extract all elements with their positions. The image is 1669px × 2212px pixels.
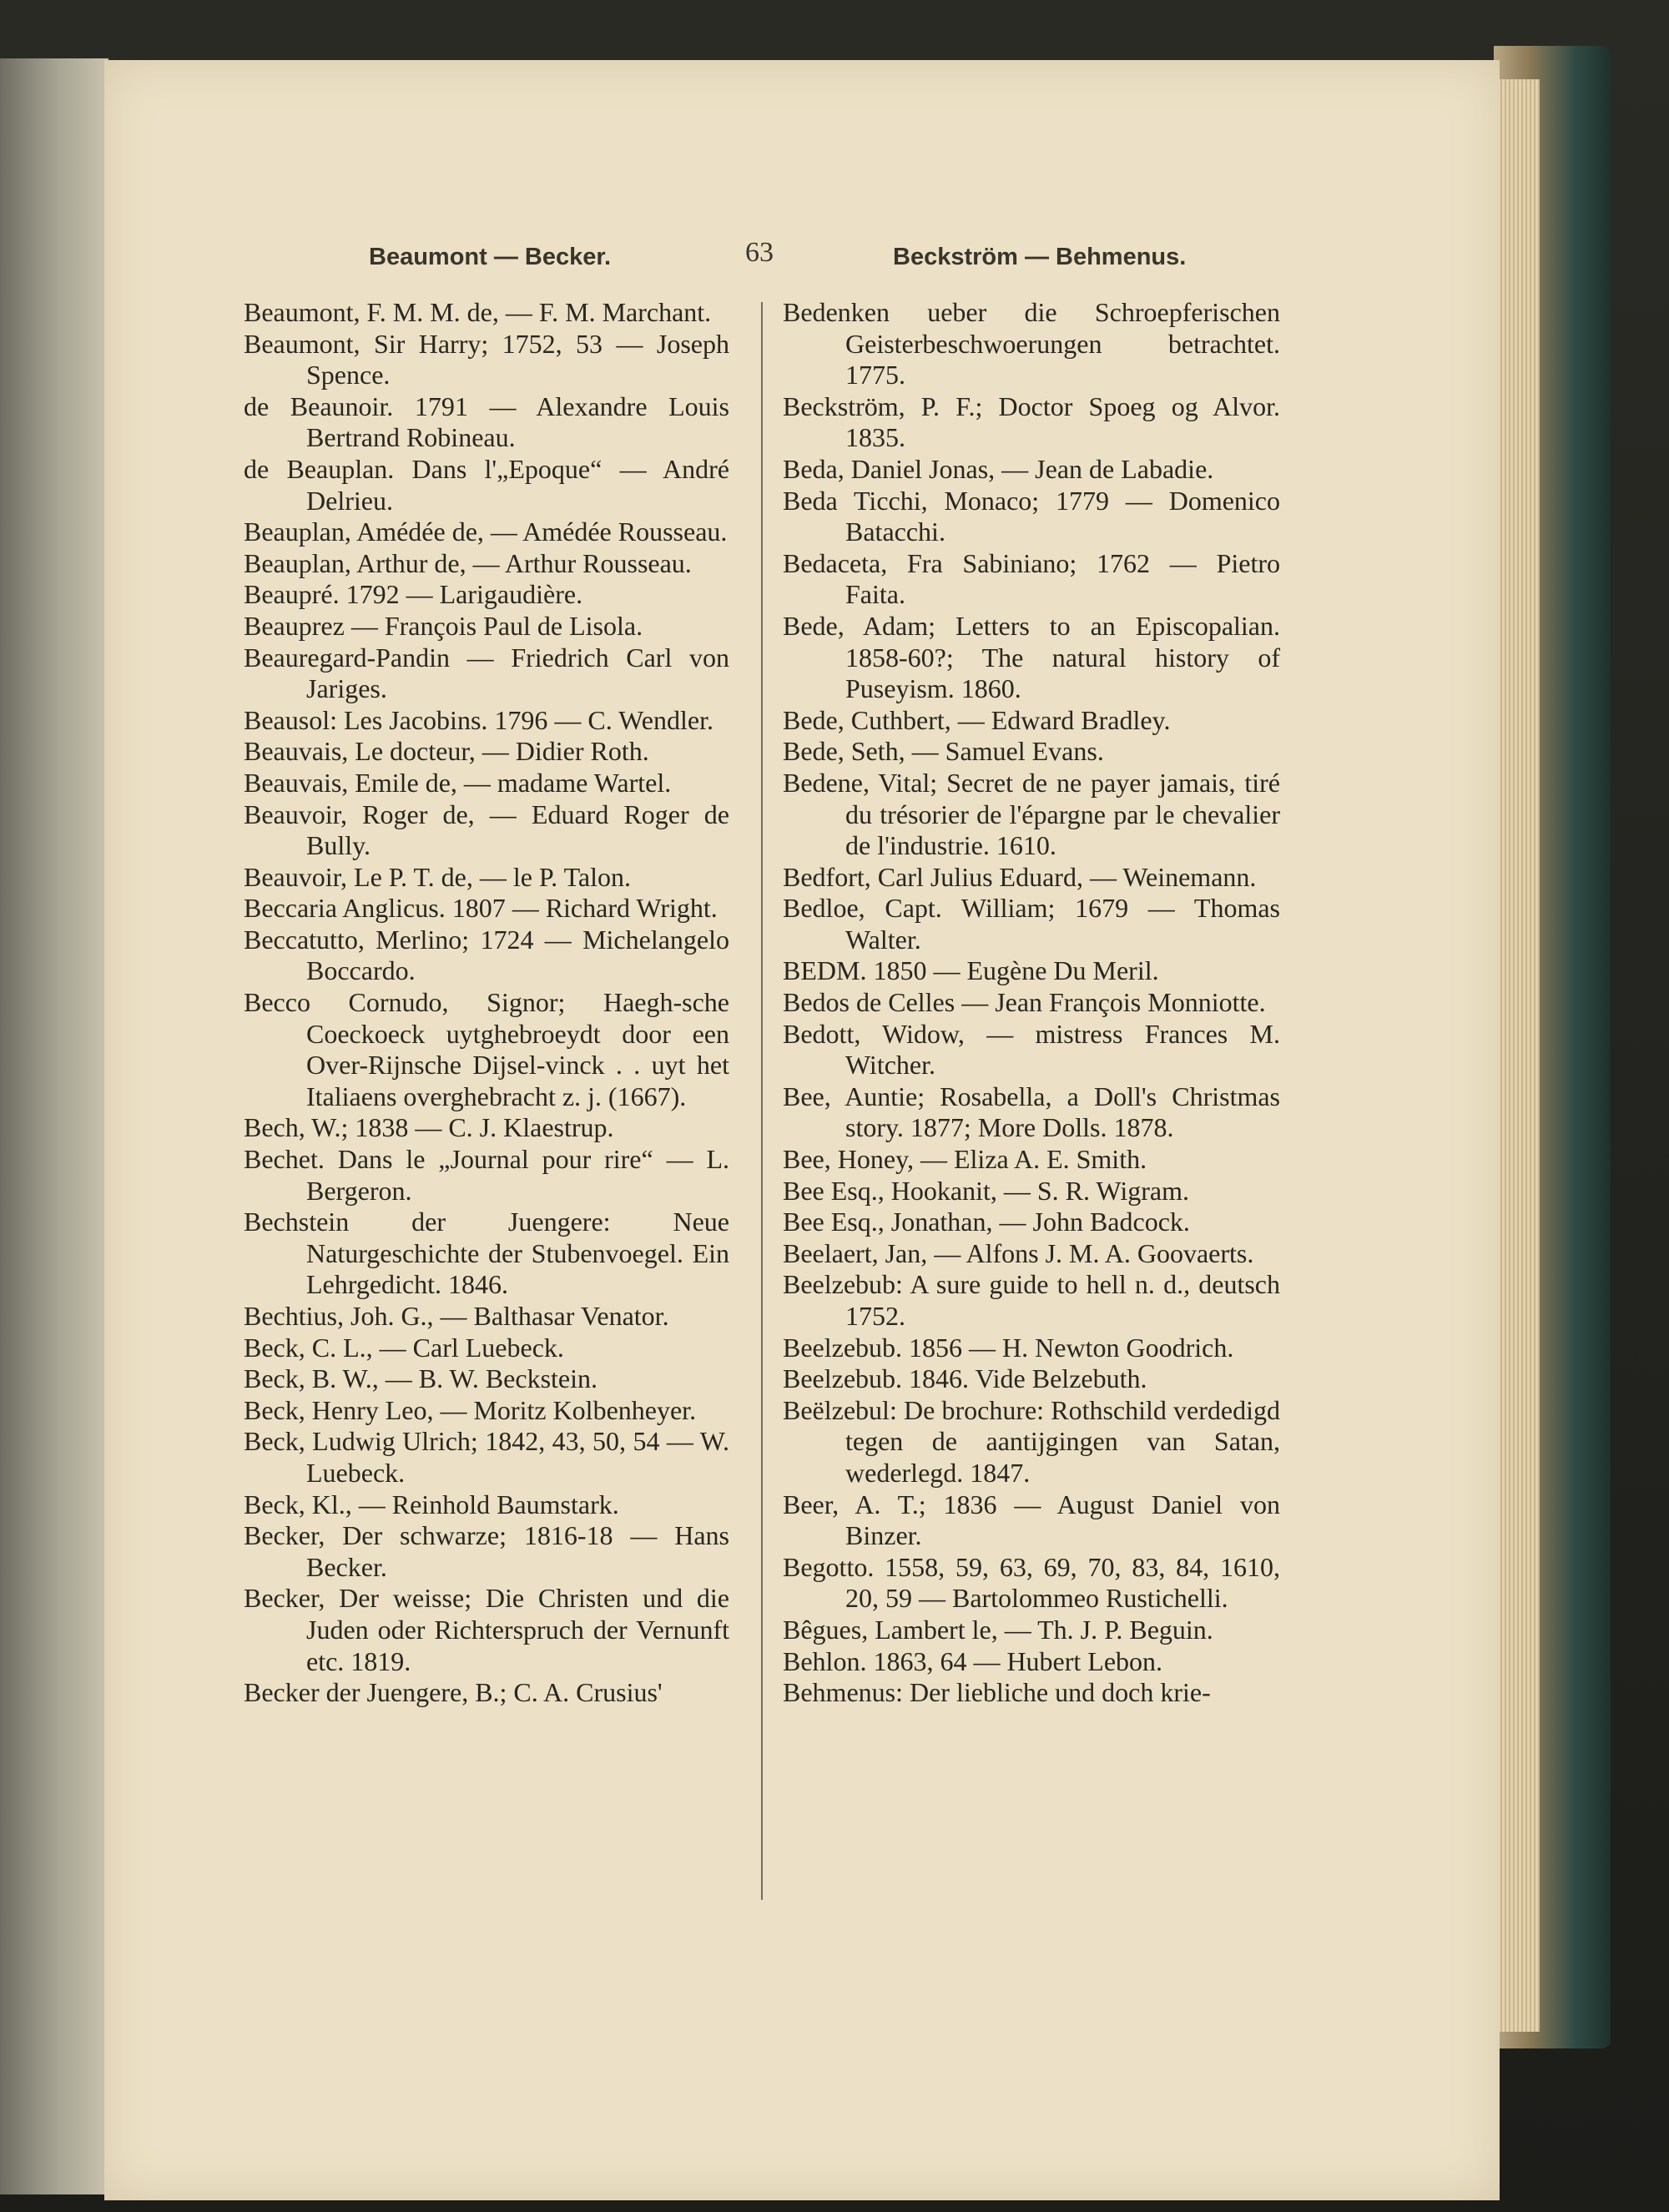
index-entry: Bede, Adam; Letters to an Episcopalian. 1858-60?; The natural history of Puseyism. 1860.: [783, 610, 1280, 704]
index-entry: Bede, Cuthbert, — Edward Bradley.: [783, 704, 1171, 735]
running-head-right: Beckström — Behmenus.: [893, 244, 1187, 270]
index-entry: Beck, Kl., — Reinhold Baumstark.: [244, 1489, 619, 1519]
index-entry: Becker, Der weisse; Die Christen und die Juden oder Richterspruch der Vernunft etc. 1819.: [244, 1583, 729, 1676]
index-entry: Beausol: Les Jacobins. 1796 — C. Wendler.: [244, 704, 713, 735]
facing-page-edge: [0, 58, 108, 2194]
index-entry: Beauprez — François Paul de Lisola.: [244, 610, 643, 641]
index-entry: Beauvoir, Roger de, — Eduard Roger de Bully.: [244, 799, 729, 861]
index-entry: Bee, Auntie; Rosabella, a Doll's Christmas story. 1877; More Dolls. 1878.: [783, 1081, 1280, 1143]
index-entry: Beck, C. L., — Carl Luebeck.: [244, 1332, 564, 1363]
left-column: [244, 297, 729, 1709]
index-entry: Beccatutto, Merlino; 1724 — Michelangelo Boccardo.: [244, 924, 729, 986]
index-entry: Bedenken ueber die Schroepferischen Geisterbeschwoerungen betrachtet. 1775.: [783, 297, 1280, 391]
index-entry: Behlon. 1863, 64 — Hubert Lebon.: [783, 1645, 1163, 1676]
index-entry: Beauplan, Amédée de, — Amédée Rousseau.: [244, 516, 728, 547]
index-entry: Bechtius, Joh. G., — Balthasar Venator.: [244, 1301, 669, 1331]
index-entry: Beaumont, Sir Harry; 1752, 53 — Joseph Spence.: [244, 328, 729, 391]
index-entry: Beelzebub: A sure guide to hell n. d., deutsch 1752.: [783, 1269, 1280, 1331]
index-entry: Bedfort, Carl Julius Eduard, — Weinemann.: [783, 861, 1257, 892]
index-entry: Beelzebub. 1856 — H. Newton Goodrich.: [783, 1332, 1234, 1363]
index-entry: Becco Cornudo, Signor; Haegh-sche Coeckoeck uytghebroeydt door een Over-Rijnsche Dijsel-vinck . . uyt het Italiaens overghebracht z. j. (1667).: [244, 987, 729, 1111]
index-entry: Beda, Daniel Jonas, — Jean de Labadie.: [783, 453, 1214, 484]
index-entry: Bedos de Celles — Jean François Monniotte.: [783, 987, 1266, 1018]
index-entry: Beëlzebul: De brochure: Rothschild verdedigd tegen de aantijgingen van Satan, wederlegd. 1847.: [783, 1394, 1280, 1488]
index-entry: Becker, Der schwarze; 1816-18 — Hans Becker.: [244, 1520, 729, 1582]
index-entry: Beauvais, Le docteur, — Didier Roth.: [244, 736, 649, 767]
index-entry: Bedaceta, Fra Sabiniano; 1762 — Pietro Faita.: [783, 547, 1280, 610]
index-entry: Bechet. Dans le „Journal pour rire“ — L. Bergeron.: [244, 1144, 729, 1206]
index-entry: Bee Esq., Jonathan, — John Badcock.: [783, 1207, 1190, 1237]
index-entry: Beccaria Anglicus. 1807 — Richard Wright.: [244, 893, 718, 924]
index-entry: Bêgues, Lambert le, — Th. J. P. Beguin.: [783, 1614, 1213, 1645]
index-entry: Begotto. 1558, 59, 63, 69, 70, 83, 84, 1610, 20, 59 — Bartolommeo Rustichelli.: [783, 1551, 1280, 1614]
index-entry: Beaupré. 1792 — Larigaudière.: [244, 579, 583, 610]
index-entry: Beauvoir, Le P. T. de, — le P. Talon.: [244, 861, 631, 892]
index-entry: Bee Esq., Hookanit, — S. R. Wigram.: [783, 1175, 1189, 1206]
index-entry: Bedene, Vital; Secret de ne payer jamais, tiré du trésorier de l'épargne par le chevalier de l'industrie. 1610.: [783, 767, 1280, 861]
index-entry: Beauvais, Emile de, — madame Wartel.: [244, 767, 672, 798]
running-head-left: Beaumont — Becker.: [369, 244, 612, 270]
index-entry: de Beaunoir. 1791 — Alexandre Louis Bertrand Robineau.: [244, 391, 729, 453]
index-entry: de Beauplan. Dans l'„Epoque“ — André Delrieu.: [244, 453, 729, 516]
index-entry: Beelaert, Jan, — Alfons J. M. A. Goovaerts.: [783, 1237, 1254, 1268]
index-entry: Beelzebub. 1846. Vide Belzebuth.: [783, 1363, 1147, 1394]
index-entry: Bedloe, Capt. William; 1679 — Thomas Walter.: [783, 893, 1280, 955]
index-entry: Behmenus: Der liebliche und doch krie-: [783, 1677, 1211, 1708]
index-entry: Bee, Honey, — Eliza A. E. Smith.: [783, 1144, 1147, 1175]
index-entry: Beer, A. T.; 1836 — August Daniel von Binzer.: [783, 1489, 1280, 1551]
index-entry: Beck, B. W., — B. W. Beckstein.: [244, 1363, 598, 1394]
page-number: 63: [745, 237, 774, 268]
index-entry: Beauregard-Pandin — Friedrich Carl von Jariges.: [244, 642, 729, 704]
column-divider: [761, 302, 763, 1900]
page-stack-edge: [1494, 79, 1540, 2032]
index-entry: Beaumont, F. M. M. de, — F. M. Marchant.: [244, 297, 712, 327]
index-entry: Bedott, Widow, — mistress Frances M. Witcher.: [783, 1018, 1280, 1081]
index-entry: Bede, Seth, — Samuel Evans.: [783, 736, 1104, 767]
index-entry: Becker der Juengere, B.; C. A. Crusius': [244, 1677, 663, 1708]
right-column: [783, 297, 1280, 1709]
index-entry: Bech, W.; 1838 — C. J. Klaestrup.: [244, 1112, 614, 1143]
index-entry: Beck, Henry Leo, — Moritz Kolbenheyer.: [244, 1394, 697, 1425]
index-entry: Beckström, P. F.; Doctor Spoeg og Alvor. 1835.: [783, 391, 1280, 453]
index-entry: BEDM. 1850 — Eugène Du Meril.: [783, 955, 1159, 986]
index-entry: Beck, Ludwig Ulrich; 1842, 43, 50, 54 — W. Luebeck.: [244, 1426, 729, 1488]
index-entry: Beda Ticchi, Monaco; 1779 — Domenico Batacchi.: [783, 485, 1280, 547]
index-entry: Bechstein der Juengere: Neue Naturgeschichte der Stubenvoegel. Ein Lehrgedicht. 1846.: [244, 1207, 729, 1300]
index-entry: Beauplan, Arthur de, — Arthur Rousseau.: [244, 547, 692, 578]
